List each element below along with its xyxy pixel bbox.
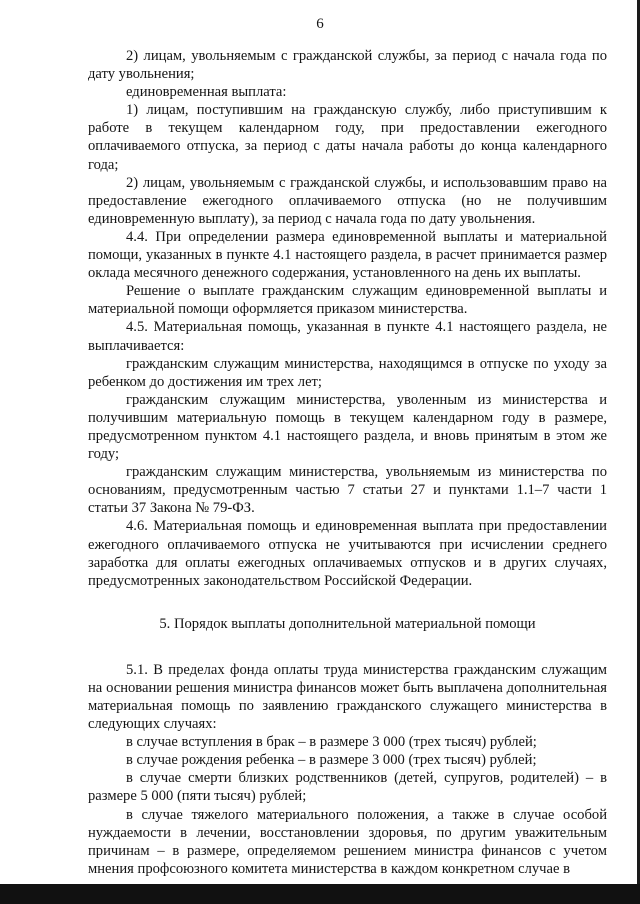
paragraph: в случае вступления в брак – в размере 3 000 (трех тысяч) рублей;: [126, 734, 537, 751]
paragraph: в случае тяжелого материального положения, а также в случае особой нуждаемости в лечении, восстановлении здоровья, по другим уважительным причинам – в размере, определяемом решением министра финансов с учетом мнения профсоюзного комитета министерства в каждом конкретном случае в: [88, 806, 607, 877]
paragraph: гражданским служащим министерства, находящимся в отпуске по уходу за ребенком до достижения им трех лет;: [88, 355, 607, 390]
page-number: 6: [316, 16, 324, 32]
section-heading: 5. Порядок выплаты дополнительной материальной помощи: [159, 615, 536, 632]
paragraph: 2) лицам, увольняемым с гражданской службы, и использовавшим право на предоставление ежегодного оплачиваемого отпуска (но не получившим единовременную выплату), за период с начала года по дату увольнения.: [88, 174, 607, 227]
paragraph: 4.4. При определении размера единовременной выплаты и материальной помощи, указанных в пункте 4.1 настоящего раздела, в расчет принимается размер оклада месячного денежного содержания, установленного на день их выплаты.: [88, 228, 607, 282]
paragraph: гражданским служащим министерства, увольняемым из министерства по основаниям, предусмотренным частью 7 статьи 27 и пунктами 1.1–7 части 1 статьи 37 Закона № 79-ФЗ.: [88, 464, 607, 517]
paragraph: 4.6. Материальная помощь и единовременная выплата при предоставлении ежегодного оплачиваемого отпуска не учитываются при исчислении среднего заработка для оплаты ежегодных оплачиваемых отпусков и в других случаях, предусмотренных законодательством Российской Федерации.: [88, 518, 607, 589]
paragraph: 4.5. Материальная помощь, указанная в пункте 4.1 настоящего раздела, не выплачивается:: [88, 319, 607, 354]
scan-bottom-border: [0, 884, 640, 904]
paragraph: Решение о выплате гражданским служащим единовременной выплаты и материальной помощи оформляется приказом министерства.: [88, 283, 607, 318]
paragraph: единовременная выплата:: [126, 84, 287, 101]
paragraph: 1) лицам, поступившим на гражданскую службу, либо приступившим к работе в текущем календарном году, при предоставлении ежегодного оплачиваемого отпуска, за период с даты начала работы до конца календарного года;: [88, 102, 607, 173]
paragraph: в случае смерти близких родственников (детей, супругов, родителей) – в размере 5 000 (пяти тысяч) рублей;: [88, 770, 607, 805]
paragraph: в случае рождения ребенка – в размере 3 000 (трех тысяч) рублей;: [126, 752, 537, 769]
paragraph: 2) лицам, увольняемым с гражданской службы, за период с начала года по дату увольнения;: [88, 48, 607, 83]
paragraph: гражданским служащим министерства, уволенным из министерства и получившим материальную помощь в текущем календарном году в размере, предусмотренном пунктом 4.1 настоящего раздела, и вновь принятым в этом же году;: [88, 391, 607, 463]
paragraph: 5.1. В пределах фонда оплаты труда министерства гражданским служащим на основании решения министра финансов может быть выплачена дополнительная материальная помощь по заявлению гражданского служащего министерства в следующих случаях:: [88, 661, 607, 733]
document-body: [88, 47, 607, 878]
